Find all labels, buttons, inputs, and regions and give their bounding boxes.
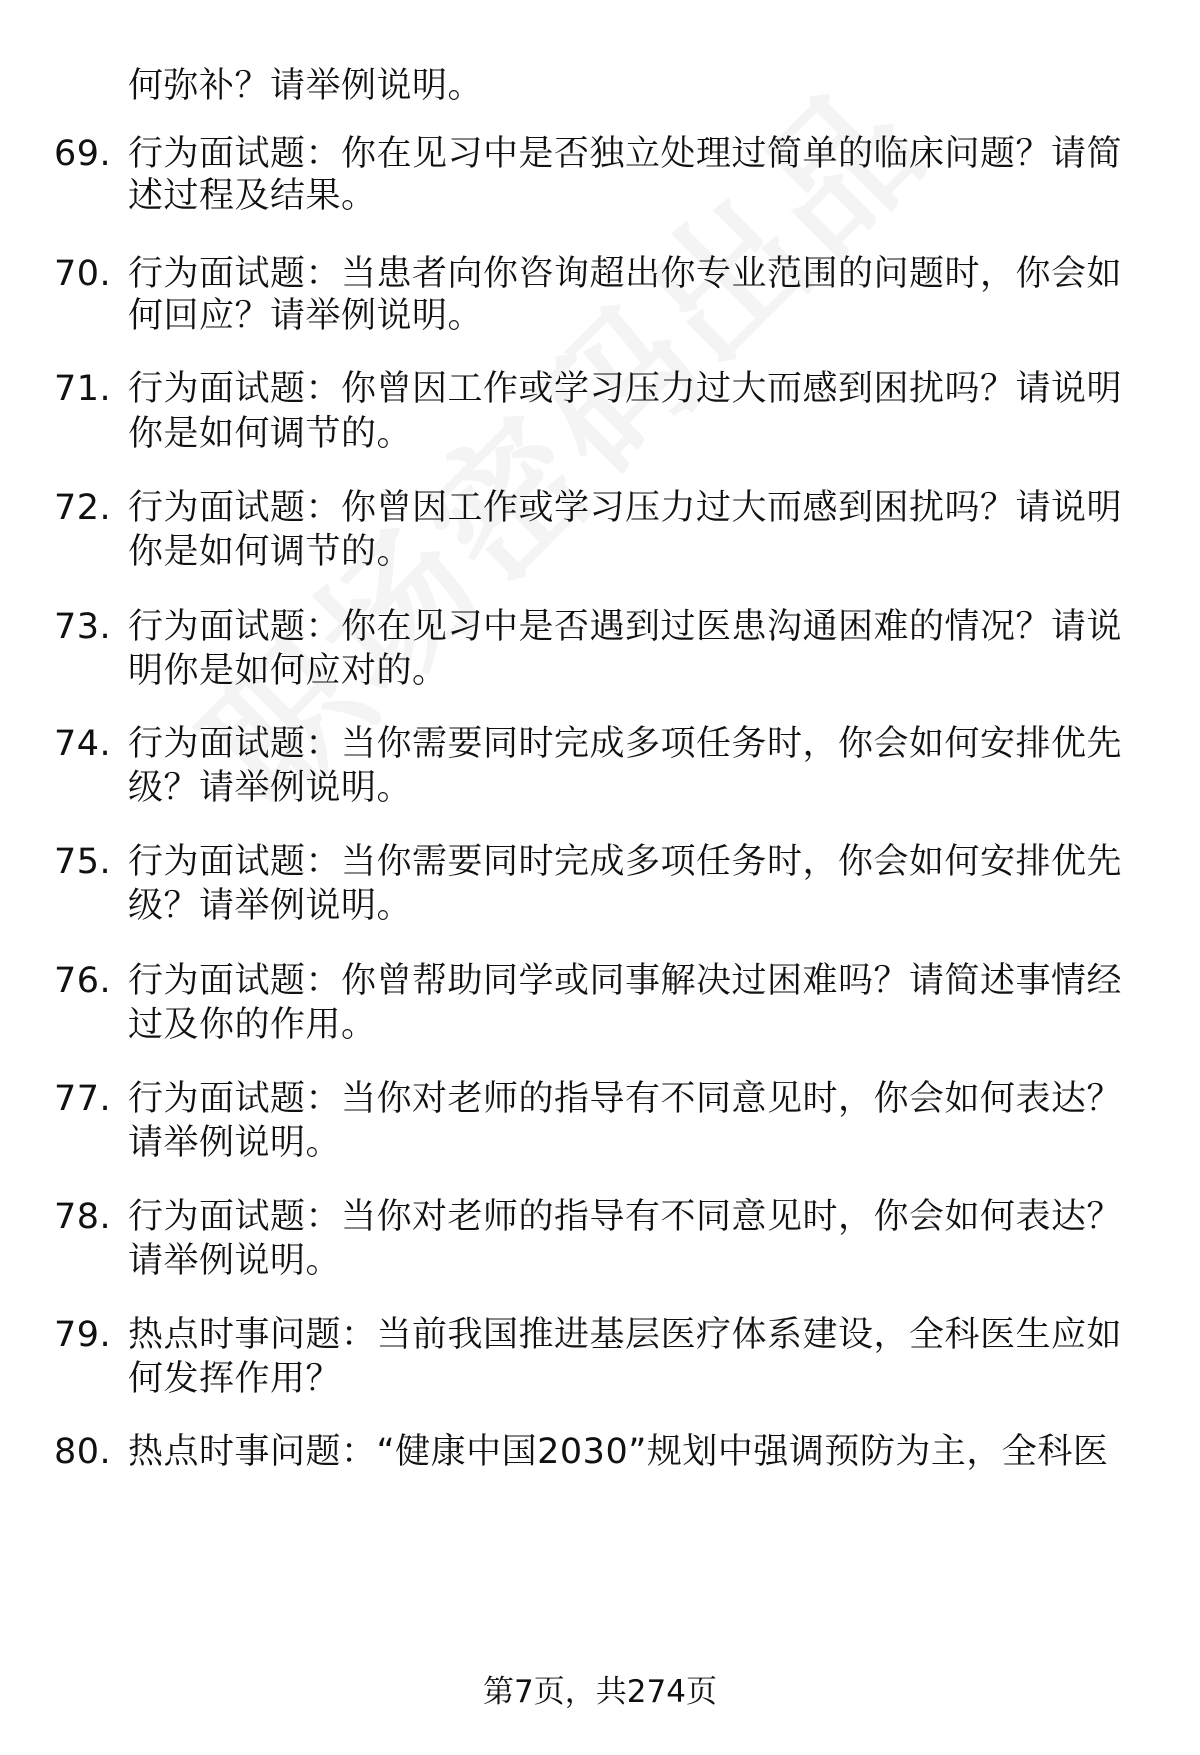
question-text: 行为面试题：当你对老师的指导有不同意见时，你会如何表达？: [128, 1079, 1123, 1119]
question-text: 行为面试题：你在见习中是否独立处理过简单的临床问题？请简: [128, 134, 1123, 174]
question-number: 72.: [54, 488, 112, 528]
question-number: 74.: [54, 724, 112, 764]
question-text: 明你是如何应对的。: [128, 651, 448, 691]
question-number: 76.: [54, 961, 112, 1001]
question-text: 行为面试题：当你需要同时完成多项任务时，你会如何安排优先: [128, 724, 1123, 764]
question-text: 行为面试题：你曾因工作或学习压力过大而感到困扰吗？请说明: [128, 369, 1123, 409]
continuation-line: 何弥补？请举例说明。: [128, 66, 484, 106]
question-text: 级？请举例说明。: [128, 886, 413, 926]
question-number: 71.: [54, 369, 112, 409]
question-text: 过及你的作用。: [128, 1005, 377, 1045]
question-number: 79.: [54, 1315, 112, 1355]
question-number: 78.: [54, 1197, 112, 1237]
question-text: 行为面试题：当你对老师的指导有不同意见时，你会如何表达？: [128, 1197, 1123, 1237]
page-footer: 第7页，共274页: [483, 1674, 717, 1710]
question-text: 级？请举例说明。: [128, 768, 413, 808]
question-text: 行为面试题：你曾因工作或学习压力过大而感到困扰吗？请说明: [128, 488, 1123, 528]
question-number: 77.: [54, 1079, 112, 1119]
question-text: 行为面试题：你在见习中是否遇到过医患沟通困难的情况？请说: [128, 607, 1123, 647]
question-text: 请举例说明。: [128, 1123, 342, 1163]
question-text: 你是如何调节的。: [128, 414, 413, 454]
question-text: 述过程及结果。: [128, 176, 377, 216]
question-text: 热点时事问题：当前我国推进基层医疗体系建设，全科医生应如: [128, 1315, 1123, 1355]
question-number: 75.: [54, 842, 112, 882]
question-number: 69.: [54, 134, 112, 174]
question-text: 你是如何调节的。: [128, 532, 413, 572]
question-text: 行为面试题：当你需要同时完成多项任务时，你会如何安排优先: [128, 842, 1123, 882]
question-number: 73.: [54, 607, 112, 647]
question-text: 热点时事问题：“健康中国2030”规划中强调预防为主，全科医: [128, 1432, 1109, 1472]
question-text: 请举例说明。: [128, 1241, 342, 1281]
question-text: 行为面试题：你曾帮助同学或同事解决过困难吗？请简述事情经: [128, 961, 1123, 1001]
question-number: 70.: [54, 254, 112, 294]
question-number: 80.: [54, 1432, 112, 1472]
question-text: 何回应？请举例说明。: [128, 296, 484, 336]
question-text: 何发挥作用？: [128, 1359, 342, 1399]
question-text: 行为面试题：当患者向你咨询超出你专业范围的问题时，你会如: [128, 254, 1123, 294]
